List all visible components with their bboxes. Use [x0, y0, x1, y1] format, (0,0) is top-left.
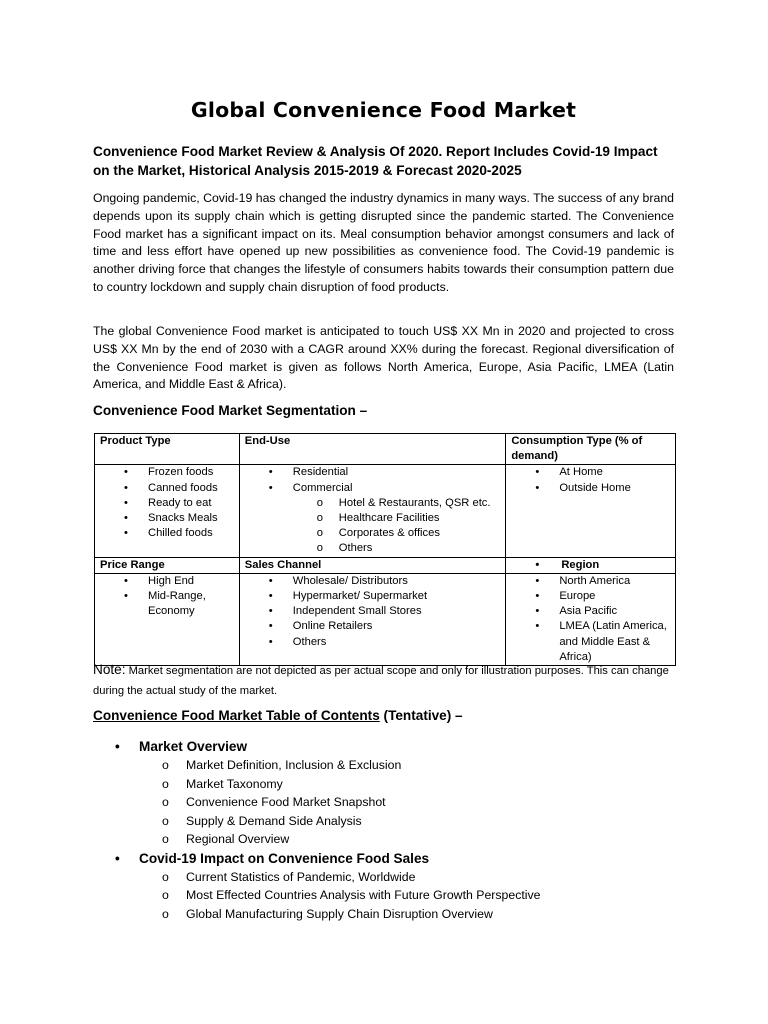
- end-use-cell: [239, 465, 506, 557]
- market-paragraph: The global Convenience Food market is anticipated to touch US$ XX Mn in 2020 and projected to cross US$ XX Mn by the end of 2030 with a CAGR around XX% during the forecast. Regional diversification of the Convenience Food market is given as follows North America, Europe, Asia Pacific, LMEA (Latin America, and Middle East & Africa).: [93, 324, 674, 392]
- toc-section-title: • Covid-19 Impact on Convenience Food Sales: [93, 849, 674, 868]
- list-item: • Residential: [245, 465, 501, 480]
- list-item: • Hypermarket/ Supermarket: [245, 589, 501, 604]
- table-row: [95, 557, 676, 573]
- list-item: • Mid-Range, Economy: [100, 589, 234, 619]
- segmentation-table: [94, 433, 676, 666]
- list-item: • At Home: [511, 465, 670, 480]
- list-item: • High End: [100, 574, 234, 589]
- segmentation-heading: Convenience Food Market Segmentation –: [93, 403, 368, 418]
- toc-item: o Market Definition, Inclusion & Exclusion: [93, 756, 674, 775]
- region-header-label: Region: [561, 558, 600, 571]
- consumption-type-header: Consumption Type (% of demand): [506, 434, 676, 465]
- toc-item: o Global Manufacturing Supply Chain Disruption Overview: [93, 905, 674, 924]
- list-item: • Frozen foods: [100, 465, 234, 480]
- list-item: • Snacks Meals: [100, 511, 234, 526]
- consumption-type-cell: [506, 465, 676, 557]
- toc-item: o Supply & Demand Side Analysis: [93, 812, 674, 831]
- toc-heading-title: Convenience Food Market Table of Contents: [93, 708, 380, 723]
- toc-heading-suffix: (Tentative) –: [383, 708, 463, 723]
- list-item: • North America: [511, 574, 670, 589]
- segmentation-note: [93, 660, 674, 701]
- product-type-header: Product Type: [95, 434, 240, 465]
- price-range-cell: [95, 573, 240, 665]
- list-item: • Wholesale/ Distributors: [245, 574, 501, 589]
- toc-item: o Convenience Food Market Snapshot: [93, 793, 674, 812]
- note-text: Market segmentation are not depicted as per actual scope and only for illustration purposes. This can change during the actual study of the market.: [93, 665, 669, 697]
- list-item: o Healthcare Facilities: [245, 511, 501, 526]
- sales-channel-cell: [239, 573, 506, 665]
- toc-item: o Regional Overview: [93, 830, 674, 849]
- table-of-contents: [93, 737, 674, 923]
- list-item: • Canned foods: [100, 481, 234, 496]
- intro-paragraph: Ongoing pandemic, Covid-19 has changed the industry dynamics in many ways. The success of any brand depends upon its supply chain which is getting disrupted since the pandemic started. The Convenience Food market has a significant impact on its. Meal consumption behavior amongst consumers and lack of time and less effort have opened up new possibilities as convenience food. The Covid-19 pandemic is another driving force that changes the lifestyle of consumers habits towards their consumption pattern due to country lockdown and supply chain disruption of food products.: [93, 191, 674, 294]
- list-item: o Hotel & Restaurants, QSR etc.: [245, 496, 501, 511]
- list-item: • LMEA (Latin America, and Middle East & Africa): [511, 619, 670, 665]
- list-item: • Others: [245, 635, 501, 650]
- sales-channel-header: Sales Channel: [239, 557, 506, 573]
- list-item: o Corporates & offices: [245, 526, 501, 541]
- product-type-cell: [95, 465, 240, 557]
- toc-section-title: • Market Overview: [93, 737, 674, 756]
- region-cell: [506, 573, 676, 665]
- list-item: • Outside Home: [511, 481, 670, 496]
- list-item: o Others: [245, 541, 501, 556]
- note-label: Note:: [93, 662, 126, 677]
- table-row: [95, 434, 676, 465]
- list-item: • Commercial: [245, 481, 501, 496]
- list-item: • Europe: [511, 589, 670, 604]
- toc-heading: [93, 708, 463, 723]
- page-title: Global Convenience Food Market: [190, 98, 577, 122]
- list-item: • Chilled foods: [100, 526, 234, 541]
- toc-item: o Market Taxonomy: [93, 775, 674, 794]
- list-item: • Independent Small Stores: [245, 604, 501, 619]
- toc-item: o Current Statistics of Pandemic, Worldwide: [93, 868, 674, 887]
- region-header: • Region: [506, 557, 676, 573]
- table-row: [95, 573, 676, 665]
- table-row: [95, 465, 676, 557]
- list-item: • Online Retailers: [245, 619, 501, 634]
- report-subtitle: Convenience Food Market Review & Analysis Of 2020. Report Includes Covid-19 Impact on the Market, Historical Analysis 2015-2019 & Forecast 2020-2025: [93, 144, 658, 178]
- end-use-header: End-Use: [239, 434, 506, 465]
- toc-item: o Most Effected Countries Analysis with Future Growth Perspective: [93, 886, 674, 905]
- list-item: • Ready to eat: [100, 496, 234, 511]
- list-item: • Asia Pacific: [511, 604, 670, 619]
- price-range-header: Price Range: [95, 557, 240, 573]
